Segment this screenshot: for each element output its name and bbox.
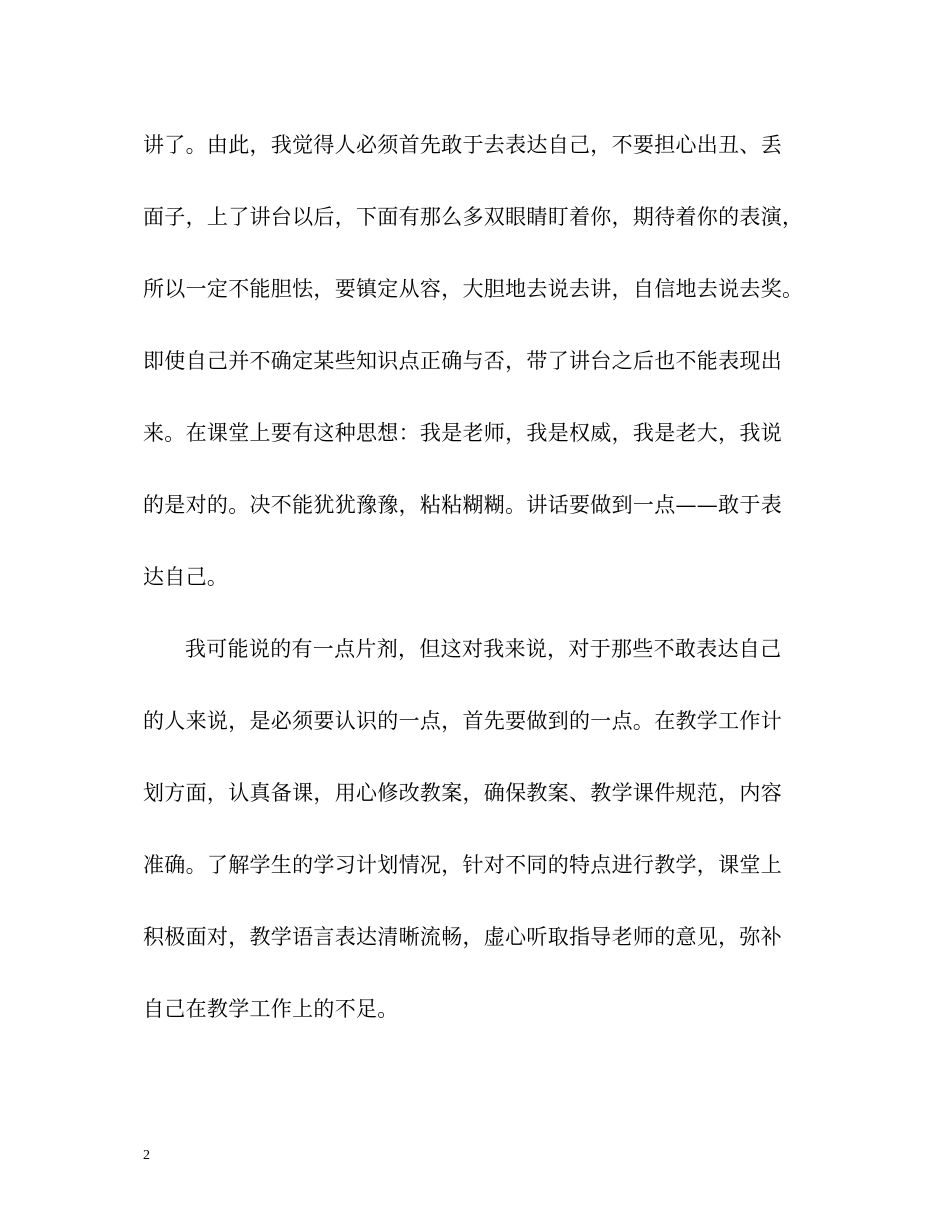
text-line: 即使自己并不确定某些知识点正确与否，带了讲台之后也不能表现出 (143, 349, 782, 373)
text-line: 的人来说，是必须要认识的一点，首先要做到的一点。在教学工作计 (143, 709, 782, 733)
text-line: 达自己。 (143, 565, 229, 589)
text-line: 准确。了解学生的学习计划情况，针对不同的特点进行教学，课堂上 (143, 853, 782, 877)
text-line: 来。在课堂上要有这种思想：我是老师，我是权威，我是老大，我说 (143, 421, 782, 445)
text-line: 积极面对，教学语言表达清晰流畅，虚心听取指导老师的意见，弥补 (143, 925, 782, 949)
page-number: 2 (143, 1148, 150, 1163)
text-line: 自己在教学工作上的不足。 (143, 997, 399, 1021)
text-line: 所以一定不能胆怯，要镇定从容，大胆地去说去讲，自信地去说去奖。 (143, 277, 804, 301)
text-line: 讲了。由此，我觉得人必须首先敢于去表达自己，不要担心出丑、丢 (143, 133, 782, 157)
text-line: 面子，上了讲台以后，下面有那么多双眼睛盯着你，期待着你的表演， (143, 205, 804, 229)
text-line: 的是对的。决不能犹犹豫豫，粘粘糊糊。讲话要做到一点——敢于表 (143, 493, 782, 517)
text-line: 划方面，认真备课，用心修改教案，确保教案、教学课件规范，内容 (143, 781, 782, 805)
body-text (143, 123, 823, 1059)
paragraph-first-line: 我可能说的有一点片剂，但这对我来说，对于那些不敢表达自己 (185, 637, 782, 661)
